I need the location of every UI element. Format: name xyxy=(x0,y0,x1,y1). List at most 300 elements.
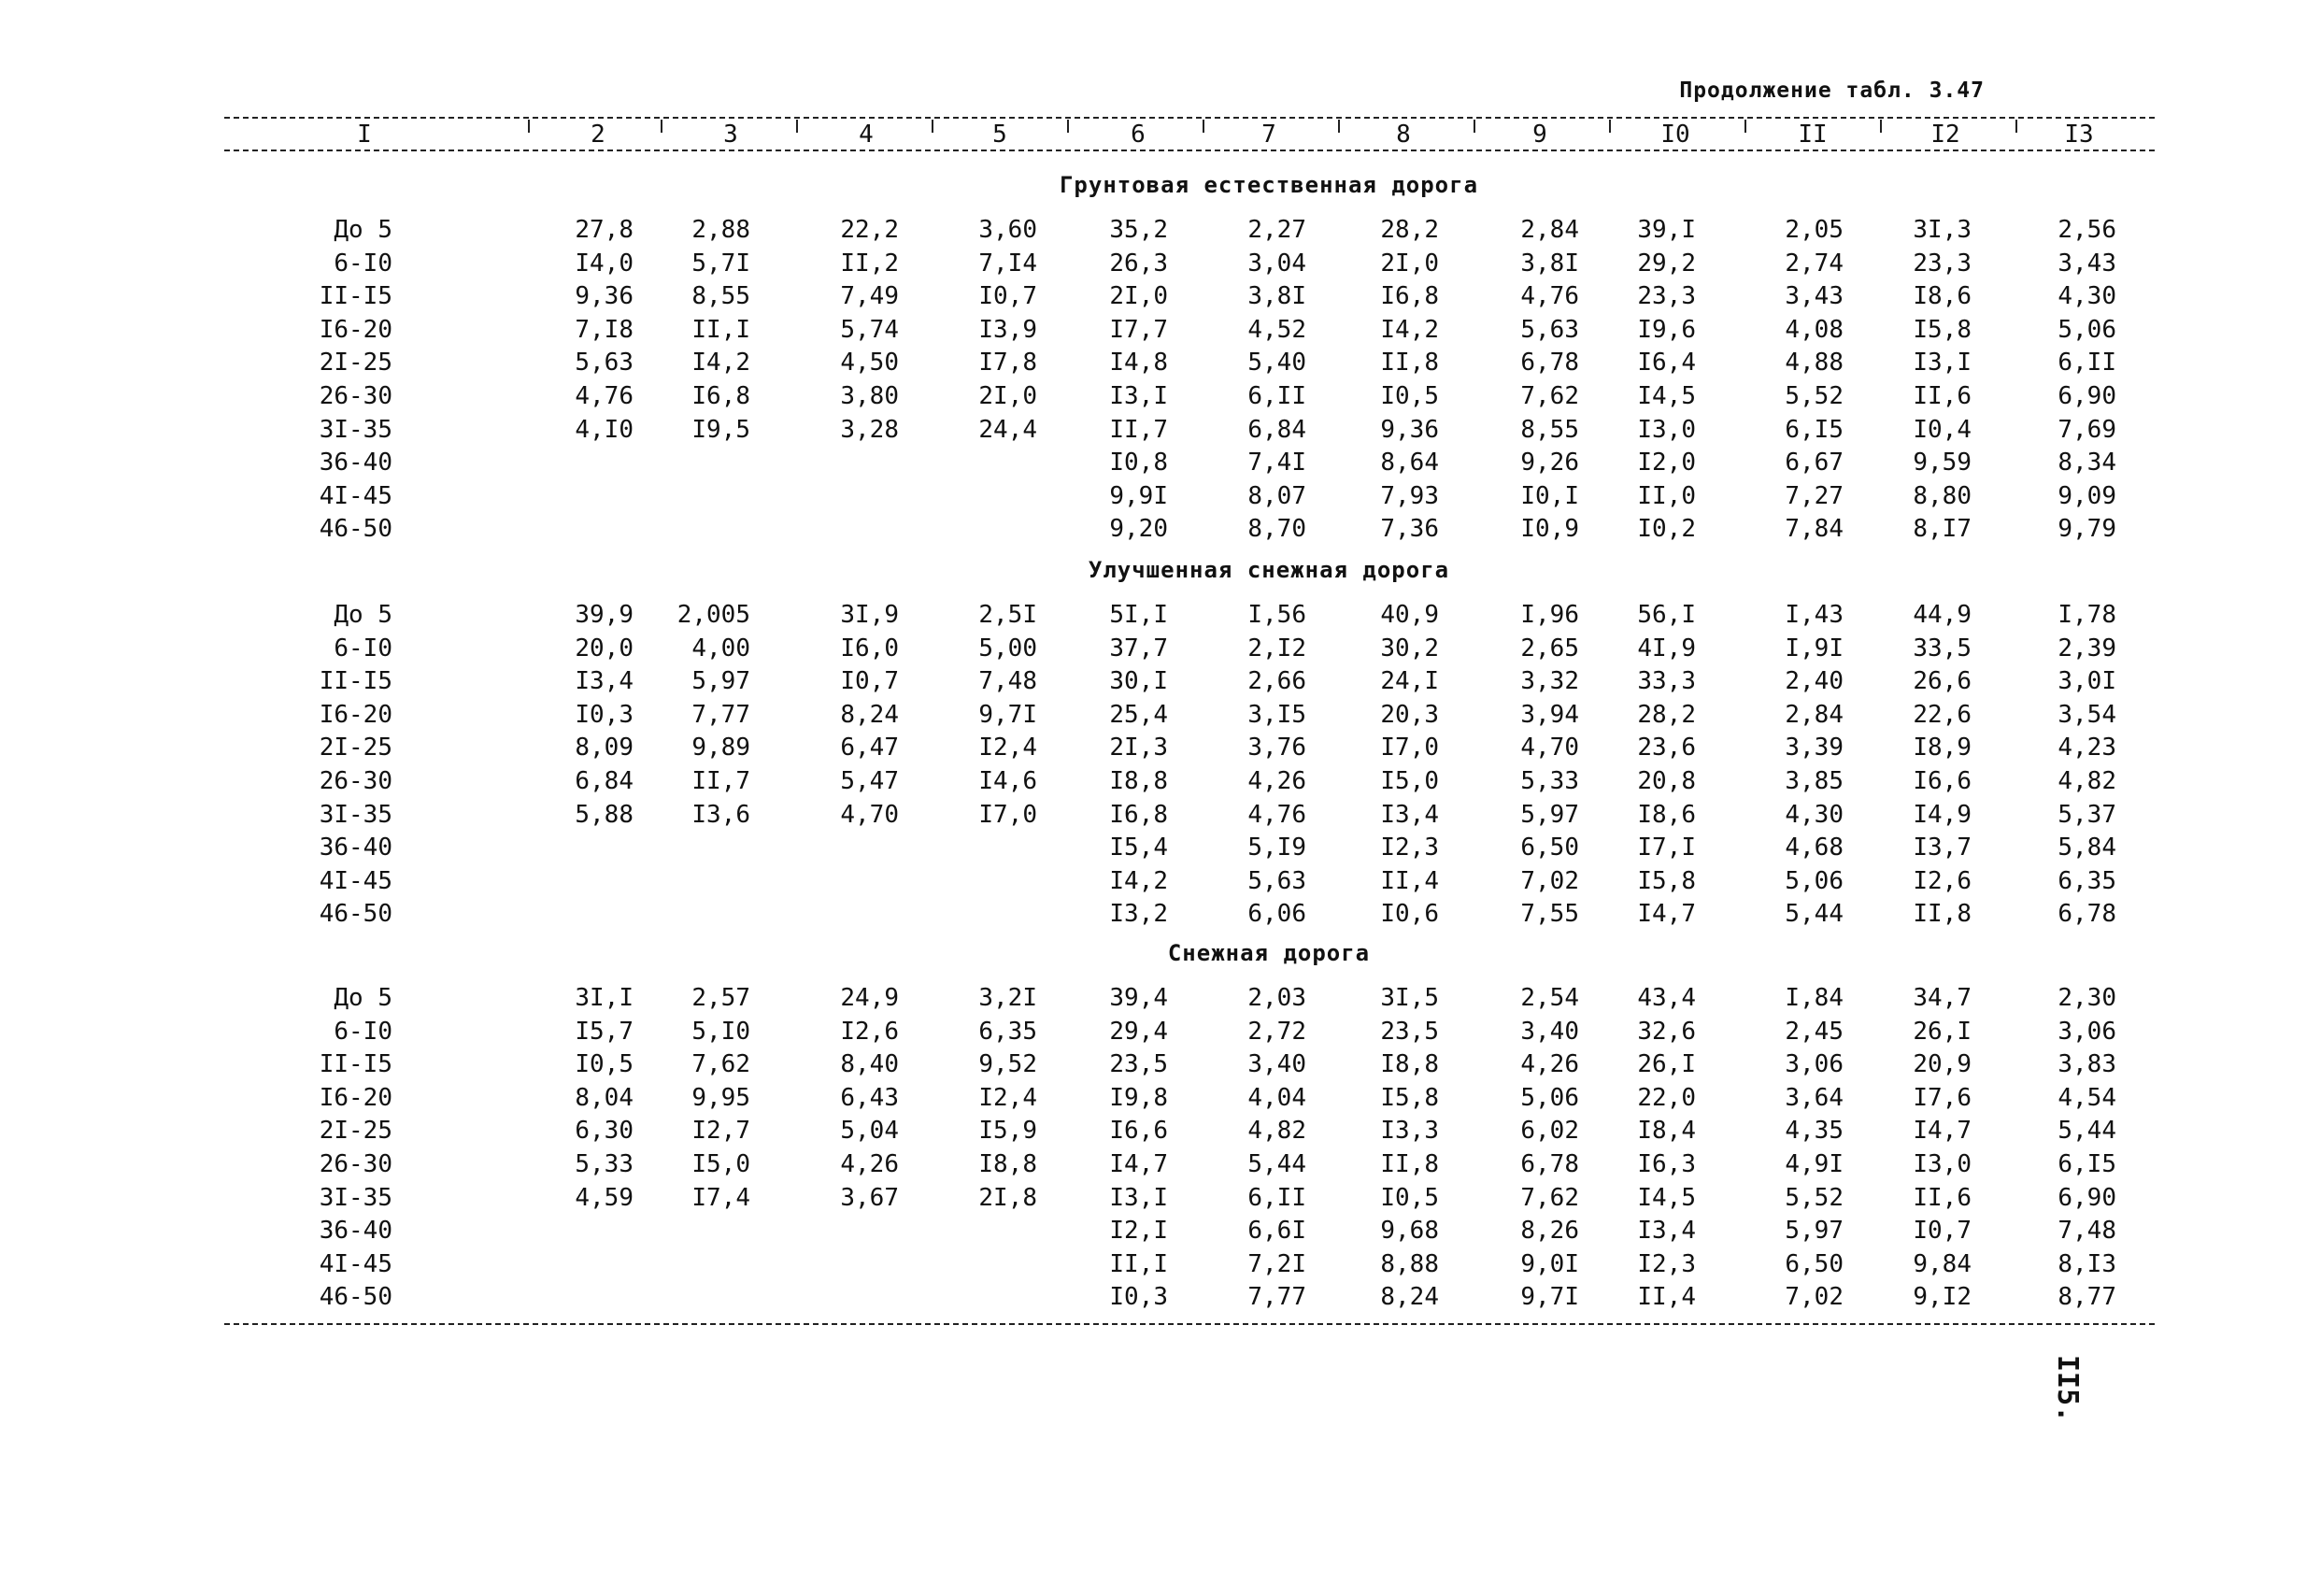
column-separator xyxy=(1609,120,1611,133)
table-cell-col-13: 3,54 xyxy=(2058,701,2116,729)
row-label: 46-50 xyxy=(319,900,392,928)
table-cell-col-6: 9,20 xyxy=(1109,515,1168,543)
table-cell-col-7: 6,II xyxy=(1247,1184,1306,1212)
table-cell-col-9: 3,94 xyxy=(1520,701,1579,729)
table-cell-col-7: 7,77 xyxy=(1247,1283,1306,1311)
row-label: 26-30 xyxy=(319,1150,392,1178)
table-cell-col-6: 30,I xyxy=(1109,667,1168,695)
table-cell-col-9: 3,32 xyxy=(1520,667,1579,695)
table-cell-col-8: I0,5 xyxy=(1380,1184,1439,1212)
table-cell-col-12: I7,6 xyxy=(1913,1084,1972,1112)
table-row xyxy=(0,479,2321,513)
table-row xyxy=(0,981,2321,1015)
table-cell-col-11: 2,40 xyxy=(1785,667,1844,695)
table-cell-col-12: 3I,3 xyxy=(1913,216,1972,244)
row-label: I6-20 xyxy=(319,701,392,729)
table-cell-col-6: 23,5 xyxy=(1109,1050,1168,1078)
table-cell-col-12: I4,9 xyxy=(1913,801,1972,829)
table-cell-col-13: 9,09 xyxy=(2058,482,2116,510)
table-cell-col-4: I6,0 xyxy=(840,634,899,663)
table-row xyxy=(0,1081,2321,1115)
table-cell-col-3: 8,55 xyxy=(691,282,750,310)
section-title-text: Улучшенная снежная дорога xyxy=(1088,557,1450,583)
table-cell-col-8: 8,64 xyxy=(1380,449,1439,477)
table-cell-col-11: 4,30 xyxy=(1785,801,1844,829)
table-cell-col-13: 7,48 xyxy=(2058,1217,2116,1245)
table-cell-col-3: I9,5 xyxy=(691,416,750,444)
table-cell-col-4: 5,47 xyxy=(840,767,899,795)
table-cell-col-6: I2,I xyxy=(1109,1217,1168,1245)
table-cell-col-4: 8,40 xyxy=(840,1050,899,1078)
table-cell-col-10: I2,3 xyxy=(1637,1250,1696,1278)
table-cell-col-6: 37,7 xyxy=(1109,634,1168,663)
table-cell-col-13: 3,43 xyxy=(2058,249,2116,278)
table-cell-col-13: 5,37 xyxy=(2058,801,2116,829)
table-cell-col-6: 39,4 xyxy=(1109,984,1168,1012)
table-cell-col-11: 3,43 xyxy=(1785,282,1844,310)
table-cell-col-9: 2,84 xyxy=(1520,216,1579,244)
table-cell-col-9: 7,62 xyxy=(1520,382,1579,410)
table-cell-col-12: 23,3 xyxy=(1913,249,1972,278)
table-cell-col-12: I8,9 xyxy=(1913,734,1972,762)
table-cell-col-9: 4,76 xyxy=(1520,282,1579,310)
table-cell-col-3: 4,00 xyxy=(691,634,750,663)
column-separator xyxy=(1474,120,1475,133)
table-cell-col-10: I3,0 xyxy=(1637,416,1696,444)
table-cell-col-7: 3,I5 xyxy=(1247,701,1306,729)
table-cell-col-13: 2,39 xyxy=(2058,634,2116,663)
table-cell-col-8: I2,3 xyxy=(1380,834,1439,862)
table-cell-col-7: 6,84 xyxy=(1247,416,1306,444)
table-cell-col-2: 3I,I xyxy=(575,984,634,1012)
table-cell-col-3: 5,97 xyxy=(691,667,750,695)
table-cell-col-8: II,8 xyxy=(1380,1150,1439,1178)
table-cell-col-6: I3,I xyxy=(1109,382,1168,410)
column-separator xyxy=(1203,120,1204,133)
table-cell-col-12: I6,6 xyxy=(1913,767,1972,795)
table-cell-col-11: 6,I5 xyxy=(1785,416,1844,444)
row-label: I6-20 xyxy=(319,1084,392,1112)
table-cell-col-10: I8,4 xyxy=(1637,1117,1696,1145)
table-row xyxy=(0,1181,2321,1215)
table-cell-col-2: 6,30 xyxy=(575,1117,634,1145)
table-cell-col-4: 8,24 xyxy=(840,701,899,729)
table-cell-col-5: I5,9 xyxy=(978,1117,1037,1145)
table-cell-col-12: 33,5 xyxy=(1913,634,1972,663)
table-cell-col-7: 3,40 xyxy=(1247,1050,1306,1078)
table-cell-col-10: 26,I xyxy=(1637,1050,1696,1078)
column-header-1: I xyxy=(357,121,372,149)
table-cell-col-10: I5,8 xyxy=(1637,867,1696,895)
table-cell-col-13: 6,35 xyxy=(2058,867,2116,895)
table-cell-col-9: 6,02 xyxy=(1520,1117,1579,1145)
table-cell-col-10: 22,0 xyxy=(1637,1084,1696,1112)
table-cell-col-13: I,78 xyxy=(2058,601,2116,629)
column-header-8: 8 xyxy=(1396,121,1411,149)
table-cell-col-7: 6,II xyxy=(1247,382,1306,410)
table-cell-col-4: 5,74 xyxy=(840,316,899,344)
table-cell-col-7: 7,4I xyxy=(1247,449,1306,477)
table-cell-col-11: 6,50 xyxy=(1785,1250,1844,1278)
table-cell-col-10: 43,4 xyxy=(1637,984,1696,1012)
table-cell-col-6: 25,4 xyxy=(1109,701,1168,729)
table-cell-col-4: 4,26 xyxy=(840,1150,899,1178)
table-cell-col-4: 24,9 xyxy=(840,984,899,1012)
table-cell-col-2: I0,3 xyxy=(575,701,634,729)
section-title xyxy=(0,940,2321,966)
table-cell-col-2: 4,76 xyxy=(575,382,634,410)
table-cell-col-10: I7,I xyxy=(1637,834,1696,862)
table-cell-col-10: II,4 xyxy=(1637,1283,1696,1311)
table-cell-col-10: I3,4 xyxy=(1637,1217,1696,1245)
table-cell-col-12: I4,7 xyxy=(1913,1117,1972,1145)
table-row xyxy=(0,379,2321,413)
table-cell-col-9: 2,65 xyxy=(1520,634,1579,663)
table-cell-col-2: 4,59 xyxy=(575,1184,634,1212)
table-row xyxy=(0,798,2321,832)
section-title xyxy=(0,557,2321,583)
table-cell-col-8: I8,8 xyxy=(1380,1050,1439,1078)
table-cell-col-5: 2I,8 xyxy=(978,1184,1037,1212)
table-cell-col-12: I3,7 xyxy=(1913,834,1972,862)
table-cell-col-12: I0,4 xyxy=(1913,416,1972,444)
row-label: 6-I0 xyxy=(334,634,392,663)
table-cell-col-11: 5,52 xyxy=(1785,1184,1844,1212)
table-row xyxy=(0,864,2321,898)
table-cell-col-12: I0,7 xyxy=(1913,1217,1972,1245)
table-cell-col-10: I6,3 xyxy=(1637,1150,1696,1178)
column-header-2: 2 xyxy=(591,121,605,149)
table-cell-col-9: 2,54 xyxy=(1520,984,1579,1012)
table-cell-col-2: I5,7 xyxy=(575,1018,634,1046)
column-header-3: 3 xyxy=(723,121,738,149)
table-cell-col-13: 9,79 xyxy=(2058,515,2116,543)
row-label: 4I-45 xyxy=(319,867,392,895)
section-title xyxy=(0,172,2321,198)
table-cell-col-6: I6,8 xyxy=(1109,801,1168,829)
column-separator xyxy=(661,120,662,133)
table-cell-col-7: 8,07 xyxy=(1247,482,1306,510)
table-cell-col-6: 2I,3 xyxy=(1109,734,1168,762)
table-row xyxy=(0,413,2321,447)
row-label: 46-50 xyxy=(319,515,392,543)
table-cell-col-7: 3,8I xyxy=(1247,282,1306,310)
table-cell-col-11: I,9I xyxy=(1785,634,1844,663)
table-row xyxy=(0,1214,2321,1247)
table-cell-col-7: 3,04 xyxy=(1247,249,1306,278)
table-cell-col-11: 2,84 xyxy=(1785,701,1844,729)
table-cell-col-5: 2I,0 xyxy=(978,382,1037,410)
row-label: 26-30 xyxy=(319,382,392,410)
table-row xyxy=(0,512,2321,546)
table-row xyxy=(0,897,2321,931)
column-separator xyxy=(1880,120,1882,133)
table-cell-col-7: 8,70 xyxy=(1247,515,1306,543)
table-cell-col-13: 2,56 xyxy=(2058,216,2116,244)
row-label: 46-50 xyxy=(319,1283,392,1311)
table-cell-col-10: 23,3 xyxy=(1637,282,1696,310)
table-cell-col-8: I5,0 xyxy=(1380,767,1439,795)
table-cell-col-10: I8,6 xyxy=(1637,801,1696,829)
table-cell-col-9: 6,78 xyxy=(1520,1150,1579,1178)
table-cell-col-13: 5,06 xyxy=(2058,316,2116,344)
table-cell-col-3: II,7 xyxy=(691,767,750,795)
table-cell-col-8: I7,0 xyxy=(1380,734,1439,762)
table-cell-col-6: I0,8 xyxy=(1109,449,1168,477)
table-cell-col-6: 5I,I xyxy=(1109,601,1168,629)
table-cell-col-6: I6,6 xyxy=(1109,1117,1168,1145)
top-rule xyxy=(224,117,2155,119)
row-label: I6-20 xyxy=(319,316,392,344)
table-cell-col-9: 5,63 xyxy=(1520,316,1579,344)
table-cell-col-2: 27,8 xyxy=(575,216,634,244)
table-cell-col-3: I5,0 xyxy=(691,1150,750,1178)
table-cell-col-4: 3I,9 xyxy=(840,601,899,629)
table-cell-col-6: I3,2 xyxy=(1109,900,1168,928)
table-cell-col-4: 4,50 xyxy=(840,349,899,377)
table-cell-col-11: 3,64 xyxy=(1785,1084,1844,1112)
table-cell-col-5: 24,4 xyxy=(978,416,1037,444)
table-cell-col-2: 20,0 xyxy=(575,634,634,663)
table-cell-col-2: 7,I8 xyxy=(575,316,634,344)
table-cell-col-11: 7,02 xyxy=(1785,1283,1844,1311)
table-cell-col-12: II,6 xyxy=(1913,1184,1972,1212)
column-number-header xyxy=(224,120,2155,150)
table-row xyxy=(0,1114,2321,1147)
row-label: 6-I0 xyxy=(334,1018,392,1046)
table-cell-col-7: 6,6I xyxy=(1247,1217,1306,1245)
table-cell-col-8: I0,6 xyxy=(1380,900,1439,928)
table-cell-col-10: 28,2 xyxy=(1637,701,1696,729)
table-cell-col-8: I3,4 xyxy=(1380,801,1439,829)
table-cell-col-13: 3,06 xyxy=(2058,1018,2116,1046)
table-row xyxy=(0,446,2321,479)
table-cell-col-10: 4I,9 xyxy=(1637,634,1696,663)
table-cell-col-3: I4,2 xyxy=(691,349,750,377)
table-cell-col-2: I3,4 xyxy=(575,667,634,695)
table-cell-col-3: I3,6 xyxy=(691,801,750,829)
table-cell-col-5: 9,52 xyxy=(978,1050,1037,1078)
table-cell-col-5: 5,00 xyxy=(978,634,1037,663)
table-cell-col-13: 6,90 xyxy=(2058,1184,2116,1212)
table-cell-col-3: 9,95 xyxy=(691,1084,750,1112)
table-cell-col-10: I6,4 xyxy=(1637,349,1696,377)
row-label: 6-I0 xyxy=(334,249,392,278)
table-row xyxy=(0,1147,2321,1181)
column-header-6: 6 xyxy=(1131,121,1146,149)
table-cell-col-6: I0,3 xyxy=(1109,1283,1168,1311)
table-cell-col-10: 56,I xyxy=(1637,601,1696,629)
table-row xyxy=(0,698,2321,732)
table-cell-col-5: I7,0 xyxy=(978,801,1037,829)
row-label: 26-30 xyxy=(319,767,392,795)
table-cell-col-3: I6,8 xyxy=(691,382,750,410)
row-label: 4I-45 xyxy=(319,1250,392,1278)
table-cell-col-2: 8,04 xyxy=(575,1084,634,1112)
row-label: 36-40 xyxy=(319,449,392,477)
row-label: II-I5 xyxy=(319,667,392,695)
table-cell-col-8: 7,93 xyxy=(1380,482,1439,510)
row-label: II-I5 xyxy=(319,282,392,310)
table-cell-col-13: 8,77 xyxy=(2058,1283,2116,1311)
table-cell-col-2: 39,9 xyxy=(575,601,634,629)
row-label: 3I-35 xyxy=(319,1184,392,1212)
table-cell-col-12: 8,80 xyxy=(1913,482,1972,510)
table-cell-col-8: 9,68 xyxy=(1380,1217,1439,1245)
column-separator xyxy=(1338,120,1340,133)
page-number: II5. xyxy=(2051,1355,2084,1423)
table-cell-col-4: 3,67 xyxy=(840,1184,899,1212)
table-cell-col-7: 3,76 xyxy=(1247,734,1306,762)
table-cell-col-5: 2,5I xyxy=(978,601,1037,629)
table-cell-col-13: 4,30 xyxy=(2058,282,2116,310)
table-cell-col-8: 2I,0 xyxy=(1380,249,1439,278)
table-cell-col-10: I9,6 xyxy=(1637,316,1696,344)
row-label: 3I-35 xyxy=(319,416,392,444)
table-cell-col-8: 40,9 xyxy=(1380,601,1439,629)
table-cell-col-8: 28,2 xyxy=(1380,216,1439,244)
table-cell-col-6: II,I xyxy=(1109,1250,1168,1278)
table-cell-col-4: 3,28 xyxy=(840,416,899,444)
row-label: До 5 xyxy=(334,984,392,1012)
table-cell-col-13: 8,I3 xyxy=(2058,1250,2116,1278)
table-cell-col-5: I0,7 xyxy=(978,282,1037,310)
table-cell-col-13: 6,90 xyxy=(2058,382,2116,410)
table-cell-col-8: 30,2 xyxy=(1380,634,1439,663)
table-cell-col-11: 7,84 xyxy=(1785,515,1844,543)
column-header-10: I0 xyxy=(1660,121,1690,149)
table-cell-col-9: I0,9 xyxy=(1520,515,1579,543)
table-cell-col-2: 6,84 xyxy=(575,767,634,795)
table-cell-col-5: 3,60 xyxy=(978,216,1037,244)
table-cell-col-7: 5,40 xyxy=(1247,349,1306,377)
table-cell-col-12: 44,9 xyxy=(1913,601,1972,629)
table-cell-col-9: 6,50 xyxy=(1520,834,1579,862)
table-cell-col-9: 3,40 xyxy=(1520,1018,1579,1046)
table-cell-col-8: 8,88 xyxy=(1380,1250,1439,1278)
table-row xyxy=(0,247,2321,280)
table-cell-col-6: I4,2 xyxy=(1109,867,1168,895)
table-cell-col-8: I0,5 xyxy=(1380,382,1439,410)
table-cell-col-5: 6,35 xyxy=(978,1018,1037,1046)
table-cell-col-4: 7,49 xyxy=(840,282,899,310)
table-cell-col-9: 5,06 xyxy=(1520,1084,1579,1112)
table-cell-col-3: II,I xyxy=(691,316,750,344)
table-cell-col-5: I4,6 xyxy=(978,767,1037,795)
table-cell-col-9: 9,7I xyxy=(1520,1283,1579,1311)
table-cell-col-13: 3,0I xyxy=(2058,667,2116,695)
column-separator xyxy=(1744,120,1746,133)
table-cell-col-7: 5,44 xyxy=(1247,1150,1306,1178)
column-header-13: I3 xyxy=(2064,121,2094,149)
table-cell-col-10: II,0 xyxy=(1637,482,1696,510)
table-cell-col-13: 6,II xyxy=(2058,349,2116,377)
table-cell-col-9: 6,78 xyxy=(1520,349,1579,377)
column-header-11: II xyxy=(1798,121,1828,149)
table-cell-col-6: I9,8 xyxy=(1109,1084,1168,1112)
table-cell-col-10: I4,7 xyxy=(1637,900,1696,928)
row-label: До 5 xyxy=(334,216,392,244)
table-cell-col-11: 2,45 xyxy=(1785,1018,1844,1046)
table-cell-col-12: I5,8 xyxy=(1913,316,1972,344)
table-cell-col-3: I2,7 xyxy=(691,1117,750,1145)
table-cell-col-5: 3,2I xyxy=(978,984,1037,1012)
table-cell-col-9: 7,02 xyxy=(1520,867,1579,895)
table-cell-col-12: 8,I7 xyxy=(1913,515,1972,543)
table-cell-col-4: 4,70 xyxy=(840,801,899,829)
table-cell-col-11: 5,97 xyxy=(1785,1217,1844,1245)
table-row xyxy=(0,1247,2321,1281)
table-cell-col-2: 5,88 xyxy=(575,801,634,829)
table-cell-col-5: I2,4 xyxy=(978,1084,1037,1112)
table-cell-col-8: I3,3 xyxy=(1380,1117,1439,1145)
table-cell-col-13: 3,83 xyxy=(2058,1050,2116,1078)
row-label: 2I-25 xyxy=(319,734,392,762)
table-cell-col-9: 7,55 xyxy=(1520,900,1579,928)
table-cell-col-13: 5,44 xyxy=(2058,1117,2116,1145)
table-cell-col-2: I0,5 xyxy=(575,1050,634,1078)
table-cell-col-5: I8,8 xyxy=(978,1150,1037,1178)
table-cell-col-7: 6,06 xyxy=(1247,900,1306,928)
bottom-rule xyxy=(224,1323,2155,1325)
row-label: 36-40 xyxy=(319,834,392,862)
table-cell-col-12: 20,9 xyxy=(1913,1050,1972,1078)
table-cell-col-7: 4,82 xyxy=(1247,1117,1306,1145)
table-row xyxy=(0,1047,2321,1081)
row-label: До 5 xyxy=(334,601,392,629)
table-cell-col-12: II,6 xyxy=(1913,382,1972,410)
table-row xyxy=(0,279,2321,313)
table-cell-col-4: 3,80 xyxy=(840,382,899,410)
table-cell-col-8: I6,8 xyxy=(1380,282,1439,310)
table-cell-col-9: 3,8I xyxy=(1520,249,1579,278)
table-cell-col-7: 4,26 xyxy=(1247,767,1306,795)
table-cell-col-13: 5,84 xyxy=(2058,834,2116,862)
table-cell-col-4: II,2 xyxy=(840,249,899,278)
table-cell-col-11: 5,06 xyxy=(1785,867,1844,895)
table-cell-col-13: 6,I5 xyxy=(2058,1150,2116,1178)
table-cell-col-10: I4,5 xyxy=(1637,1184,1696,1212)
table-cell-col-6: I4,7 xyxy=(1109,1150,1168,1178)
table-cell-col-11: 2,74 xyxy=(1785,249,1844,278)
table-cell-col-11: 4,9I xyxy=(1785,1150,1844,1178)
row-label: 2I-25 xyxy=(319,1117,392,1145)
table-cell-col-3: 9,89 xyxy=(691,734,750,762)
table-cell-col-10: 33,3 xyxy=(1637,667,1696,695)
table-cell-col-10: 32,6 xyxy=(1637,1018,1696,1046)
table-row xyxy=(0,598,2321,632)
table-row xyxy=(0,1280,2321,1314)
section-title-text: Снежная дорога xyxy=(1167,940,1371,966)
table-cell-col-4: 5,04 xyxy=(840,1117,899,1145)
table-row xyxy=(0,764,2321,798)
table-cell-col-9: 5,33 xyxy=(1520,767,1579,795)
table-cell-col-10: 39,I xyxy=(1637,216,1696,244)
table-cell-col-7: 2,27 xyxy=(1247,216,1306,244)
table-cell-col-11: 4,68 xyxy=(1785,834,1844,862)
table-cell-col-2: 8,09 xyxy=(575,734,634,762)
table-row xyxy=(0,664,2321,698)
table-cell-col-7: 5,I9 xyxy=(1247,834,1306,862)
table-cell-col-11: 4,35 xyxy=(1785,1117,1844,1145)
table-cell-col-9: 9,0I xyxy=(1520,1250,1579,1278)
table-cell-col-11: I,84 xyxy=(1785,984,1844,1012)
table-cell-col-11: 7,27 xyxy=(1785,482,1844,510)
table-cell-col-7: 2,I2 xyxy=(1247,634,1306,663)
table-cell-col-7: 7,2I xyxy=(1247,1250,1306,1278)
table-cell-col-9: 9,26 xyxy=(1520,449,1579,477)
table-cell-col-12: 22,6 xyxy=(1913,701,1972,729)
